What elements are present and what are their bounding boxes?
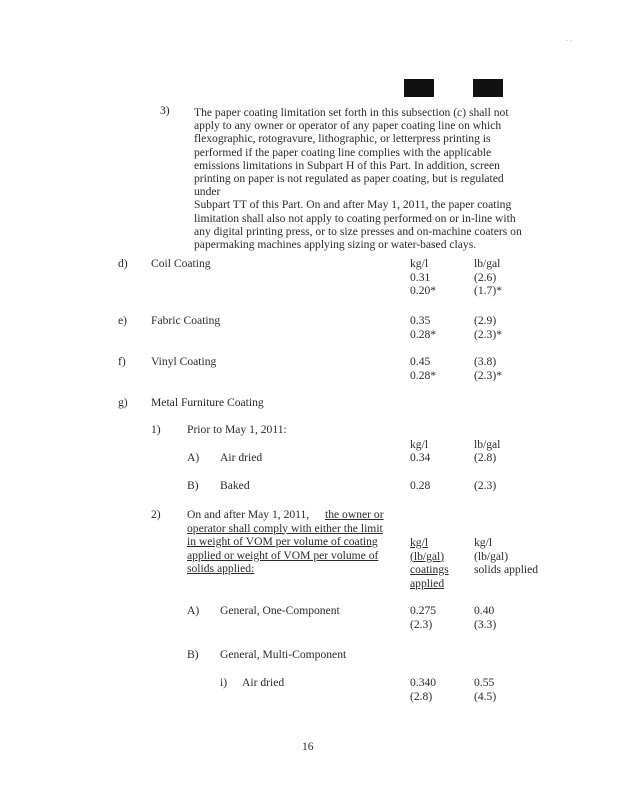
item-3-paragraph: The paper coating limitation set forth in this subsection (c) shall not apply to any owner or operator of any paper coating line on which flexographic, rotogravure, lithographic, or letterpress printing is performed if the paper coating line complies with the applicable emissions limitations in Subpart H of this Part. In addition, screen printing on paper is not regulated as paper coating, but is regulated under Subpart TT of this Part. On and after May 1, 2011, the paper coating limitation shall also not apply to coating performed on or in-line with any digital printing press, or to size presses and on-machine coaters on papermaking machines applying sizing or water-based clays. xyxy=(194,106,522,252)
prior-b-lb: (2.3) xyxy=(474,479,497,492)
fabric-coating-values-lb: (2.9) (2.3)* xyxy=(474,314,503,341)
air-dried-label: Air dried xyxy=(242,676,285,689)
prior-number: 1) xyxy=(151,423,161,436)
page-number: 16 xyxy=(302,740,314,753)
air-dried-solids: 0.55 (4.5) xyxy=(474,676,497,703)
corner-marks: . . xyxy=(566,34,572,43)
prior-unit-kg: kg/l xyxy=(410,438,429,451)
metal-furniture-coating-label: Metal Furniture Coating xyxy=(151,396,264,409)
after-header-coatings: kg/l (lb/gal) coatings applied xyxy=(410,536,449,590)
prior-unit-lb: lb/gal xyxy=(474,438,501,451)
fabric-coating-label: Fabric Coating xyxy=(151,314,221,327)
general-one-letter: A) xyxy=(187,604,200,617)
after-header-solids: kg/l (lb/gal) solids applied xyxy=(474,536,539,576)
coil-coating-values-lb: lb/gal (2.6) (1.7)* xyxy=(474,257,503,297)
after-number: 2) xyxy=(151,508,161,521)
prior-b-kg: 0.28 xyxy=(410,479,431,492)
prior-b-label: Baked xyxy=(220,479,250,492)
redaction-bar-2 xyxy=(473,79,503,97)
prior-a-label: Air dried xyxy=(220,451,263,464)
prior-b-letter: B) xyxy=(187,479,199,492)
prior-label: Prior to May 1, 2011: xyxy=(187,423,287,436)
vinyl-coating-values-lb: (3.8) (2.3)* xyxy=(474,355,503,382)
vinyl-coating-values-kg: 0.45 0.28* xyxy=(410,355,437,382)
section-f-letter: f) xyxy=(118,355,126,368)
general-multi-letter: B) xyxy=(187,648,199,661)
general-one-coatings: 0.275 (2.3) xyxy=(410,604,437,631)
general-one-solids: 0.40 (3.3) xyxy=(474,604,497,631)
section-e-letter: e) xyxy=(118,314,128,327)
redaction-bar-1 xyxy=(404,79,434,97)
section-g-letter: g) xyxy=(118,396,128,409)
air-dried-number: i) xyxy=(220,676,228,689)
prior-a-letter: A) xyxy=(187,451,200,464)
general-multi-label: General, Multi-Component xyxy=(220,648,347,661)
section-d-letter: d) xyxy=(118,257,128,270)
coil-coating-values-kg: kg/l 0.31 0.20* xyxy=(410,257,437,297)
general-one-label: General, One-Component xyxy=(220,604,340,617)
item-3-number: 3) xyxy=(160,104,170,117)
prior-a-lb: (2.8) xyxy=(474,451,497,464)
after-underlined-text: the owner or operator shall comply with either the limit in weight of VOM per volume of coating applied or weight of VOM per volume of solids applied: xyxy=(187,508,384,575)
fabric-coating-values-kg: 0.35 0.28* xyxy=(410,314,437,341)
after-plain-text: On and after May 1, 2011, xyxy=(187,508,310,521)
air-dried-coatings: 0.340 (2.8) xyxy=(410,676,437,703)
vinyl-coating-label: Vinyl Coating xyxy=(151,355,217,368)
prior-a-kg: 0.34 xyxy=(410,451,431,464)
coil-coating-label: Coil Coating xyxy=(151,257,211,270)
